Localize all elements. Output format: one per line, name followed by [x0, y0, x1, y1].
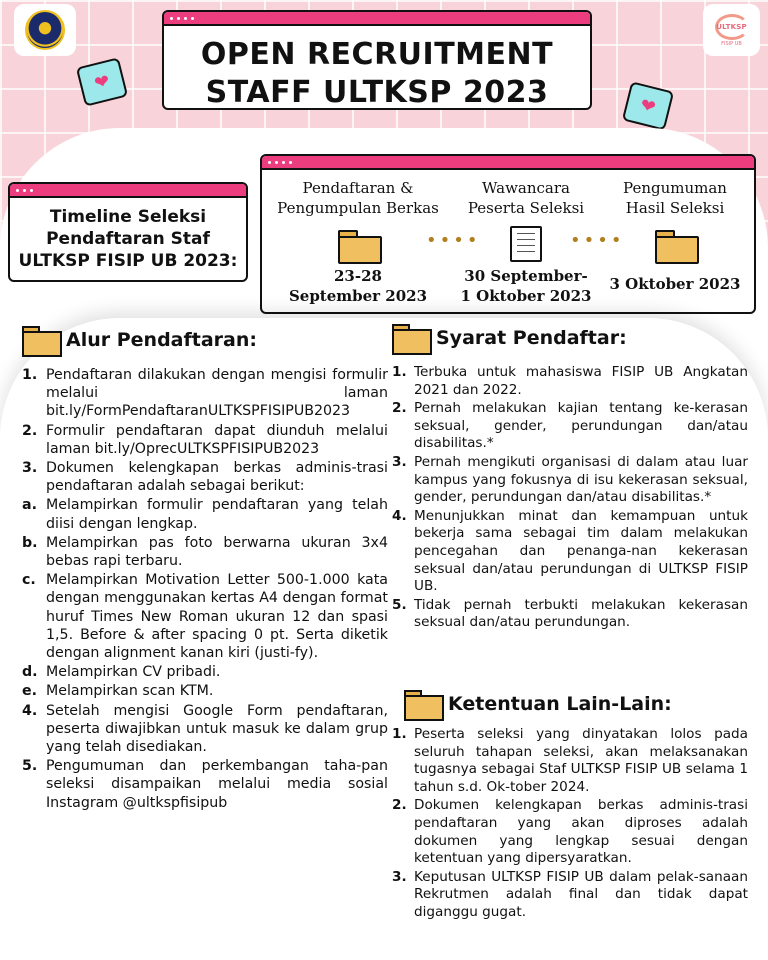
university-logo [14, 4, 76, 56]
ketentuan-section [392, 690, 748, 923]
list-item-number: 2. [392, 797, 407, 814]
list-item [392, 400, 748, 453]
university-seal-icon [25, 10, 65, 50]
timeline-step-3: Pengumuman Hasil Seleksi 3 Oktober 2023 [609, 179, 741, 293]
folder-icon [404, 690, 440, 718]
timeline-step-2: Wawancara Peserta Seleksi 30 September- 1 Oktober 2023 [460, 179, 592, 305]
ultksp-logo: ULTKSP FISIP UB [703, 4, 760, 56]
list-item-text: Pengumuman dan perkembangan taha-pan seleksi disampaikan melalui media sosial Instagram @ultkspfisipub [46, 758, 388, 811]
timeline-connector: •••• [570, 230, 625, 251]
list-item [392, 797, 748, 867]
list-item [22, 757, 388, 812]
list-item-number: c. [22, 572, 36, 589]
list-item [22, 459, 388, 495]
list-item [392, 364, 748, 399]
section-heading: Syarat Pendaftar: [436, 327, 627, 349]
list-item-number: 1. [392, 726, 407, 742]
syarat-section [392, 324, 748, 633]
list-item-text: Melampirkan scan KTM. [46, 683, 214, 700]
list-item-text: Dokumen kelengkapan berkas adminis-trasi pendaftaran adalah sebagai berikut: [46, 460, 388, 495]
list-item-number: d. [22, 664, 38, 681]
open-folder-icon [655, 230, 695, 260]
list-item-text: Tidak pernah terbukti melakukan kekerasan seksual dan/atau perundungan. [414, 596, 748, 631]
timeline-label: Timeline Seleksi Pendaftaran Staf ULTKSP FISIP UB 2023: [18, 207, 238, 271]
list-item-text: Melampirkan CV pribadi. [46, 664, 221, 681]
document-icon [510, 226, 542, 262]
list-item [22, 682, 388, 700]
list-item-number: a. [22, 497, 37, 514]
list-item [22, 366, 388, 421]
section-heading: Ketentuan Lain-Lain: [448, 693, 672, 715]
list-item-number: 1. [392, 364, 407, 380]
list-item-text: Pendaftaran dilakukan dengan mengisi formulir melalui laman bit.ly/FormPendaftaranULTKSPFISIPUB2023 [46, 367, 388, 420]
list-item-text: Pernah melakukan kajian tentang ke-kerasan seksual, gender, perundungan dan/atau disabilitas.* [414, 400, 748, 452]
list-item [392, 454, 748, 507]
list-item-text: Melampirkan pas foto berwarna ukuran 3x4 bebas rapi terbaru. [46, 534, 388, 570]
list-item-text: Menunjukkan minat dan kemampuan untuk bekerja sama sebagai tim dalam melakukan pencegahan dan penanga-nan kekerasan seksual dan/atau perundungan di ULTKSP FISIP UB. [414, 507, 748, 595]
list-item [392, 869, 748, 922]
alur-list [22, 366, 388, 812]
page-title: OPEN RECRUITMENT STAFF ULTKSP 2023 [200, 37, 554, 110]
list-item [22, 496, 388, 532]
list-item [22, 534, 388, 570]
list-item [22, 702, 388, 757]
folder-icon [338, 230, 378, 260]
list-item [392, 508, 748, 596]
timeline-card [260, 154, 756, 314]
timeline-connector: •••• [426, 230, 481, 251]
ultksp-ring-icon: ULTKSP [715, 14, 749, 40]
list-item-text: Keputusan ULTKSP FISIP UB dalam pelak-sanaan Rekrutmen adalah final dan tidak dapat diganggu gugat. [414, 868, 748, 920]
list-item-text: Terbuka untuk mahasiswa FISIP UB Angkatan 2021 dan 2022. [414, 364, 748, 398]
list-item-number: 5. [392, 596, 407, 613]
list-item-number: 3. [22, 460, 38, 477]
window-bar [164, 12, 590, 26]
heart-icon: ❤ [622, 81, 674, 130]
title-card [162, 10, 592, 110]
list-item-number: e. [22, 683, 38, 700]
list-item-number: 4. [392, 507, 407, 524]
list-item [392, 597, 748, 632]
syarat-list [392, 364, 748, 632]
list-item-text: Dokumen kelengkapan berkas adminis-trasi pendaftaran yang akan diproses adalah dokumen yang lengkap sesuai dengan ketentuan yang dipersyaratkan. [414, 797, 748, 867]
list-item-text: Melampirkan Motivation Letter 500-1.000 kata dengan menggunakan kertas A4 dengan format huruf Times New Roman ukuran 12 dan spasi 1,5. Before & after spacing 0 pt. Serta diketik dengan alignment kanan kiri (justi-fy). [46, 572, 388, 662]
list-item-number: b. [22, 534, 38, 551]
timeline-label-card [8, 182, 248, 282]
folder-icon [22, 326, 58, 354]
ketentuan-list [392, 726, 748, 922]
list-item-text: Formulir pendaftaran dapat diunduh melalui laman bit.ly/OprecULTKSPFISIPUB2023 [46, 422, 388, 457]
list-item-text: Melampirkan formulir pendaftaran yang telah diisi dengan lengkap. [46, 497, 388, 532]
list-item-number: 3. [392, 453, 407, 470]
list-item [392, 726, 748, 796]
list-item-text: Setelah mengisi Google Form pendaftaran, peserta diwajibkan untuk masuk ke dalam grup yang telah disediakan. [46, 702, 388, 756]
list-item-text: Peserta seleksi yang dinyatakan lolos pada seluruh tahapan seleksi, akan melaksanakan tugasnya sebagai Staf ULTKSP FISIP UB selama 1 tahun s.d. Ok-tober 2024. [414, 726, 748, 795]
list-item [22, 422, 388, 458]
timeline-step-1: Pendaftaran & Pengumpulan Berkas 23-28 September 2023 [277, 179, 439, 305]
list-item [22, 663, 388, 681]
list-item [22, 571, 388, 662]
list-item-text: Pernah mengikuti organisasi di dalam atau luar kampus yang fokusnya di isu kekerasan seksual, gender, perundungan dan/atau disabilitas.* [414, 453, 748, 506]
alur-section [22, 326, 388, 813]
list-item-number: 5. [22, 758, 38, 775]
list-item-number: 2. [392, 400, 407, 417]
heart-icon: ❤ [76, 57, 128, 106]
section-heading: Alur Pendaftaran: [66, 329, 257, 351]
list-item-number: 4. [22, 702, 38, 719]
list-item-number: 3. [392, 868, 407, 885]
folder-icon [392, 324, 428, 352]
list-item-number: 1. [22, 367, 38, 383]
list-item-number: 2. [22, 422, 38, 439]
